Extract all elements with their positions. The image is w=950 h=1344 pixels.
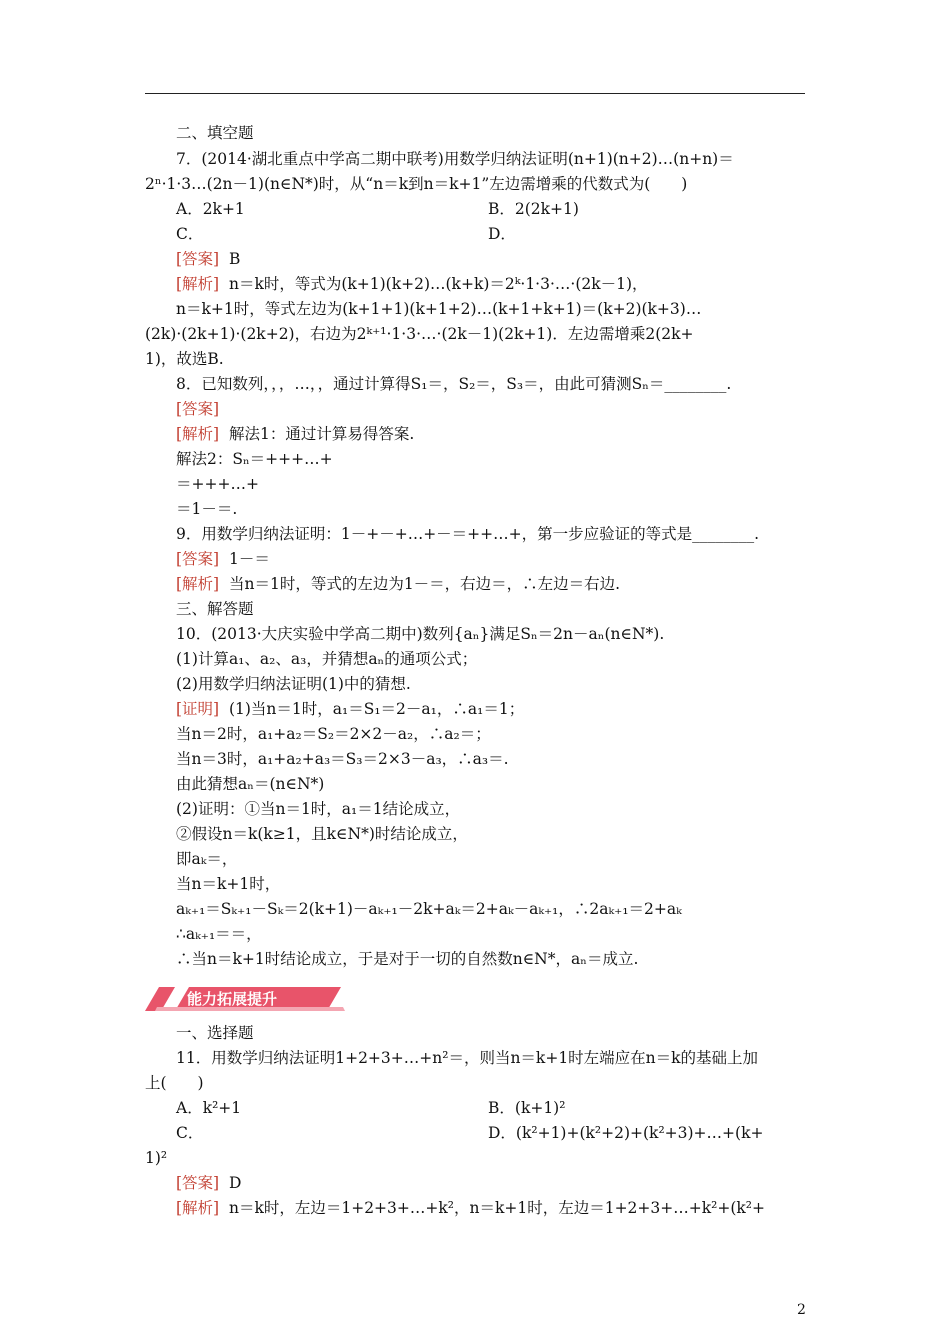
q8-stem: 8．已知数列，，，…，，通过计算得S₁＝，S₂＝，S₃＝，由此可猜测Sₙ＝________. (176, 375, 732, 393)
q9-answer (176, 548, 270, 570)
q11-analysis-text: n＝k时，左边＝1+2+3+…+k²，n＝k+1时，左边＝1+2+3+…+k²+(k²+ (228, 1199, 765, 1217)
page-number: 2 (797, 1302, 806, 1318)
proof-tag: [证明] (176, 700, 220, 718)
q8-analysis-text1: 解法1：通过计算易得答案. (228, 425, 415, 443)
q11-option-d-cont: 1)² (145, 1149, 168, 1167)
q7-options-ab (176, 198, 796, 220)
q7-option-a: A．2k+1 (176, 200, 245, 218)
analysis-tag: [解析] (176, 425, 220, 443)
q7-option-c: C． (176, 225, 204, 243)
q7-answer-value: B (228, 250, 241, 268)
q9-analysis (176, 573, 620, 595)
q10-stem: 10．(2013·大庆实验中学高二期中)数列{aₙ}满足Sₙ＝2n－aₙ(n∈N*). (176, 625, 665, 643)
q10-part1: (1)计算a₁、a₂、a₃，并猜想aₙ的通项公式； (176, 650, 478, 668)
q10-proof-line9: aₖ₊₁＝Sₖ₊₁－Sₖ＝2(k+1)－aₖ₊₁－2k+aₖ＝2+aₖ－aₖ₊₁，∴2aₖ₊₁＝2+aₖ (176, 900, 682, 918)
answer-tag: [答案] (176, 550, 220, 568)
q11-answer (176, 1172, 241, 1194)
q7-analysis-text1: n＝k时，等式为(k+1)(k+2)…(k+k)＝2ᵏ·1·3·…·(2k－1)， (228, 275, 648, 293)
q11-options-ab (176, 1097, 796, 1119)
q9-analysis-text: 当n＝1时，等式的左边为1－＝，右边＝，∴左边＝右边. (228, 575, 621, 593)
q7-answer (176, 248, 240, 270)
q8-analysis-line4: ＝1－＝. (176, 500, 238, 518)
q8-analysis-line3: ＝+++…+ (176, 475, 259, 493)
q11-analysis (176, 1197, 765, 1219)
analysis-tag: [解析] (176, 575, 220, 593)
q9-answer-value: 1－＝ (228, 550, 270, 568)
ability-banner (145, 985, 345, 1011)
q8-analysis-line2: 解法2：Sₙ＝+++…+ (176, 450, 333, 468)
banner-title: 能力拓展提升 (187, 990, 278, 1008)
analysis-tag: [解析] (176, 1199, 220, 1217)
q7-option-d: D． (488, 225, 516, 243)
q10-proof-line8: 当n＝k+1时， (176, 875, 281, 893)
q11-option-b: B．(k+1)² (488, 1099, 566, 1117)
answer-tag: [答案] (176, 250, 220, 268)
q11-option-c: C． (176, 1124, 204, 1142)
analysis-tag: [解析] (176, 275, 220, 293)
q10-proof-line10: ∴aₖ₊₁＝＝， (176, 925, 262, 943)
answer-tag: [答案] (176, 1174, 220, 1192)
q11-option-d: D．(k²+1)+(k²+2)+(k²+3)+…+(k+ (488, 1124, 764, 1142)
q8-answer (176, 398, 219, 420)
answer-tag: [答案] (176, 400, 220, 418)
q10-proof-line4: 由此猜想aₙ＝(n∈N*) (176, 775, 325, 793)
header-rule (145, 93, 805, 94)
q10-proof-line6: ②假设n＝k(k≥1，且k∈N*)时结论成立， (176, 825, 468, 843)
q8-analysis-line1 (176, 423, 414, 445)
q10-proof-line11: ∴当n＝k+1时结论成立，于是对于一切的自然数n∈N*，aₙ＝成立. (176, 950, 639, 968)
q7-analysis-line4: 1)，故选B. (145, 350, 224, 368)
q11-options-cd (176, 1122, 796, 1144)
q11-stem-line1: 11．用数学归纳法证明1+2+3+…+n²＝，则当n＝k+1时左端应在n＝k的基础上加 (176, 1049, 759, 1067)
section-heading-choice: 一、选择题 (176, 1024, 254, 1042)
q10-part2: (2)用数学归纳法证明(1)中的猜想. (176, 675, 411, 693)
q7-analysis-line3: (2k)·(2k+1)·(2k+2)，右边为2ᵏ⁺¹·1·3·…·(2k－1)(2k+1)．左边需增乘2(2k+ (145, 325, 694, 343)
q10-proof-line1 (176, 698, 524, 720)
q7-analysis-line1 (176, 273, 648, 295)
q7-analysis-line2: n＝k+1时，等式左边为(k+1+1)(k+1+2)…(k+1+k+1)＝(k+2)(k+3)… (176, 300, 702, 318)
q11-answer-value: D (228, 1174, 242, 1192)
q10-proof-line7: 即aₖ＝， (176, 850, 238, 868)
section-heading-fill-blank: 二、填空题 (176, 124, 254, 142)
q10-proof-line5: (2)证明：①当n＝1时，a₁＝1结论成立， (176, 800, 461, 818)
q11-option-a: A．k²+1 (176, 1099, 242, 1117)
q7-option-b: B．2(2k+1) (488, 200, 579, 218)
q7-stem-line2: 2ⁿ·1·3…(2n－1)(n∈N*)时，从“n＝k到n＝k+1”左边需增乘的代数式为( ) (145, 175, 688, 193)
section-heading-solve: 三、解答题 (176, 600, 254, 618)
q9-stem: 9．用数学归纳法证明：1－+－+…+－＝++…+，第一步应验证的等式是________. (176, 525, 760, 543)
q7-stem-line1: 7．(2014·湖北重点中学高二期中联考)用数学归纳法证明(n+1)(n+2)…(n+n)＝ (176, 150, 734, 168)
q11-stem-line2: 上( ) (145, 1074, 204, 1092)
q10-proof-line2: 当n＝2时，a₁+a₂＝S₂＝2×2－a₂，∴a₂＝； (176, 725, 491, 743)
q10-proof-text1: (1)当n＝1时，a₁＝S₁＝2－a₁，∴a₁＝1； (228, 700, 525, 718)
q10-proof-line3: 当n＝3时，a₁+a₂+a₃＝S₃＝2×3－a₃，∴a₃＝. (176, 750, 509, 768)
q7-options-cd (176, 223, 796, 245)
